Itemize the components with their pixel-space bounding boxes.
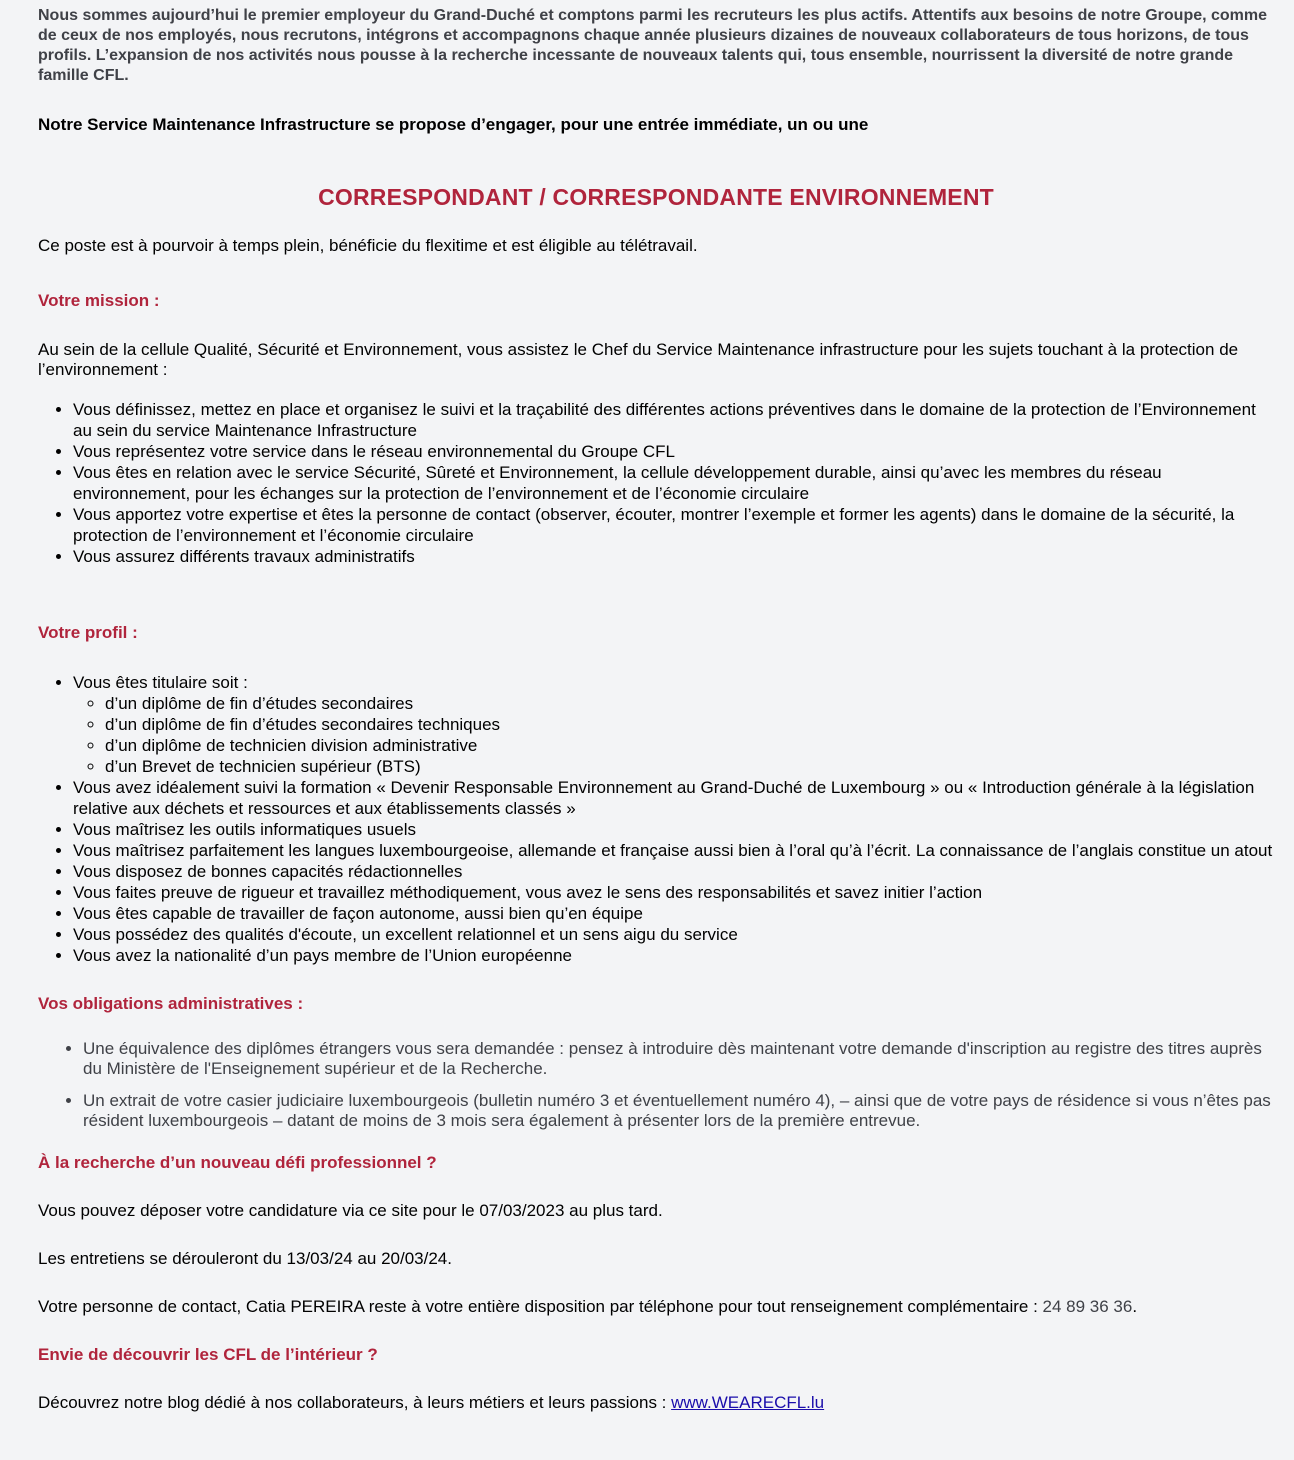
blog-link[interactable]: www.WEARECFL.lu <box>671 1393 825 1412</box>
list-item <box>73 672 1274 777</box>
list-item: • Vous maîtrisez parfaitement les langues luxembourgeoise, allemande et française aussi bien à l’oral qu’à l’écrit. La connaissance de l’anglais constitue un atout <box>73 840 1274 861</box>
list-item: ◦ d’un diplôme de fin d’études secondaires techniques <box>105 714 1274 735</box>
list-item: • Vous faites preuve de rigueur et travaillez méthodiquement, vous avez le sens des responsabilités et savez initier l’action <box>73 882 1274 903</box>
profile-list <box>38 672 1274 966</box>
list-item: ◦ d’un diplôme de fin d’études secondaires <box>105 693 1274 714</box>
list-item: • Vous représentez votre service dans le réseau environnemental du Groupe CFL <box>73 441 1274 462</box>
list-item: • Un extrait de votre casier judiciaire luxembourgeois (bulletin numéro 3 et éventuellement numéro 4), – ainsi que de votre pays de résidence si vous n’êtes pas résident luxembourgeois – datant de moins de 3 mois sera également à présenter lors de la première entrevue. <box>83 1091 1274 1131</box>
phone-number: 24 89 36 36 <box>1042 1297 1133 1316</box>
discover-text: Découvrez notre blog dédié à nos collaborateurs, à leurs métiers et leurs passions : <box>38 1393 672 1412</box>
lead-paragraph: Notre Service Maintenance Infrastructure se propose d’engager, pour une entrée immédiate, un ou une <box>38 115 869 134</box>
list-item: • Vous définissez, mettez en place et organisez le suivi et la traçabilité des différentes actions préventives dans le domaine de la protection de l’Environnement au sein du service Maintenance Infrastructure <box>73 399 1274 441</box>
list-item: • Une équivalence des diplômes étrangers vous sera demandée : pensez à introduire dès maintenant votre demande d'inscription au registre des titres auprès du Ministère de l'Enseignement supérieur et de la Recherche. <box>83 1039 1274 1079</box>
list-item: • Vous êtes capable de travailler de façon autonome, aussi bien qu’en équipe <box>73 903 1274 924</box>
list-item: • Vous apportez votre expertise et êtes la personne de contact (observer, écouter, montrer l’exemple et former les agents) dans le domaine de la sécurité, la protection de l’environnement et l’économie circulaire <box>73 504 1274 546</box>
intro-paragraph: Nous sommes aujourd’hui le premier employeur du Grand-Duché et comptons parmi les recruteurs les plus actifs. Attentifs aux besoins de notre Groupe, comme de ceux de nos employés, nous recrutons, intégrons et accompagnons chaque année plusieurs dizaines de nouveaux collaborateurs de tous horizons, de tous profils. L’expansion de nos activités nous pousse à la recherche incessante de nouveaux talents qui, tous ensemble, nourrissent la diversité de notre grande famille CFL. <box>38 7 1268 84</box>
diploma-intro: Vous êtes titulaire soit : <box>73 673 248 692</box>
diploma-list <box>73 693 1274 777</box>
contact-suffix: . <box>1132 1297 1138 1316</box>
list-item: • Vous assurez différents travaux administratifs <box>73 546 1274 567</box>
list-item: ◦ d’un diplôme de technicien division administrative <box>105 735 1274 756</box>
mission-heading: Votre mission : <box>38 291 160 310</box>
list-item: • Vous avez la nationalité d’un pays membre de l’Union européenne <box>73 945 1274 966</box>
list-item: • Vous maîtrisez les outils informatiques usuels <box>73 819 1274 840</box>
interviews-text: Les entretiens se dérouleront du 13/03/24 au 20/03/24. <box>38 1249 452 1268</box>
position-info: Ce poste est à pourvoir à temps plein, bénéficie du flexitime et est éligible au télétravail. <box>38 236 698 255</box>
mission-list <box>38 399 1274 567</box>
contact-paragraph <box>38 1297 1274 1317</box>
challenge-heading: À la recherche d’un nouveau défi professionnel ? <box>38 1153 437 1172</box>
discover-paragraph <box>38 1393 1274 1413</box>
list-item: • Vous possédez des qualités d'écoute, un excellent relationnel et un sens aigu du service <box>73 924 1274 945</box>
list-item: • Vous êtes en relation avec le service Sécurité, Sûreté et Environnement, la cellule développement durable, ainsi qu’avec les membres du réseau environnement, pour les échanges sur la protection de l’environnement et de l’économie circulaire <box>73 462 1274 504</box>
discover-heading: Envie de découvrir les CFL de l’intérieur ? <box>38 1345 378 1364</box>
deadline-text: Vous pouvez déposer votre candidature via ce site pour le 07/03/2023 au plus tard. <box>38 1201 663 1220</box>
contact-text: Votre personne de contact, Catia PEREIRA reste à votre entière disposition par téléphone pour tout renseignement complémentaire : <box>38 1297 1043 1316</box>
mission-intro: Au sein de la cellule Qualité, Sécurité et Environnement, vous assistez le Chef du Service Maintenance infrastructure pour les sujets touchant à la protection de l’environnement : <box>38 340 1239 379</box>
list-item: • Vous avez idéalement suivi la formation « Devenir Responsable Environnement au Grand-Duché de Luxembourg » ou « Introduction générale à la législation relative aux déchets et ressources et aux établissements classés » <box>73 777 1274 819</box>
job-title: CORRESPONDANT / CORRESPONDANTE ENVIRONNEMENT <box>318 184 994 210</box>
obligations-heading: Vos obligations administratives : <box>38 994 304 1013</box>
profile-heading: Votre profil : <box>38 623 138 642</box>
list-item: • Vous disposez de bonnes capacités rédactionnelles <box>73 861 1274 882</box>
obligations-list <box>38 1039 1274 1131</box>
list-item: ◦ d’un Brevet de technicien supérieur (BTS) <box>105 756 1274 777</box>
